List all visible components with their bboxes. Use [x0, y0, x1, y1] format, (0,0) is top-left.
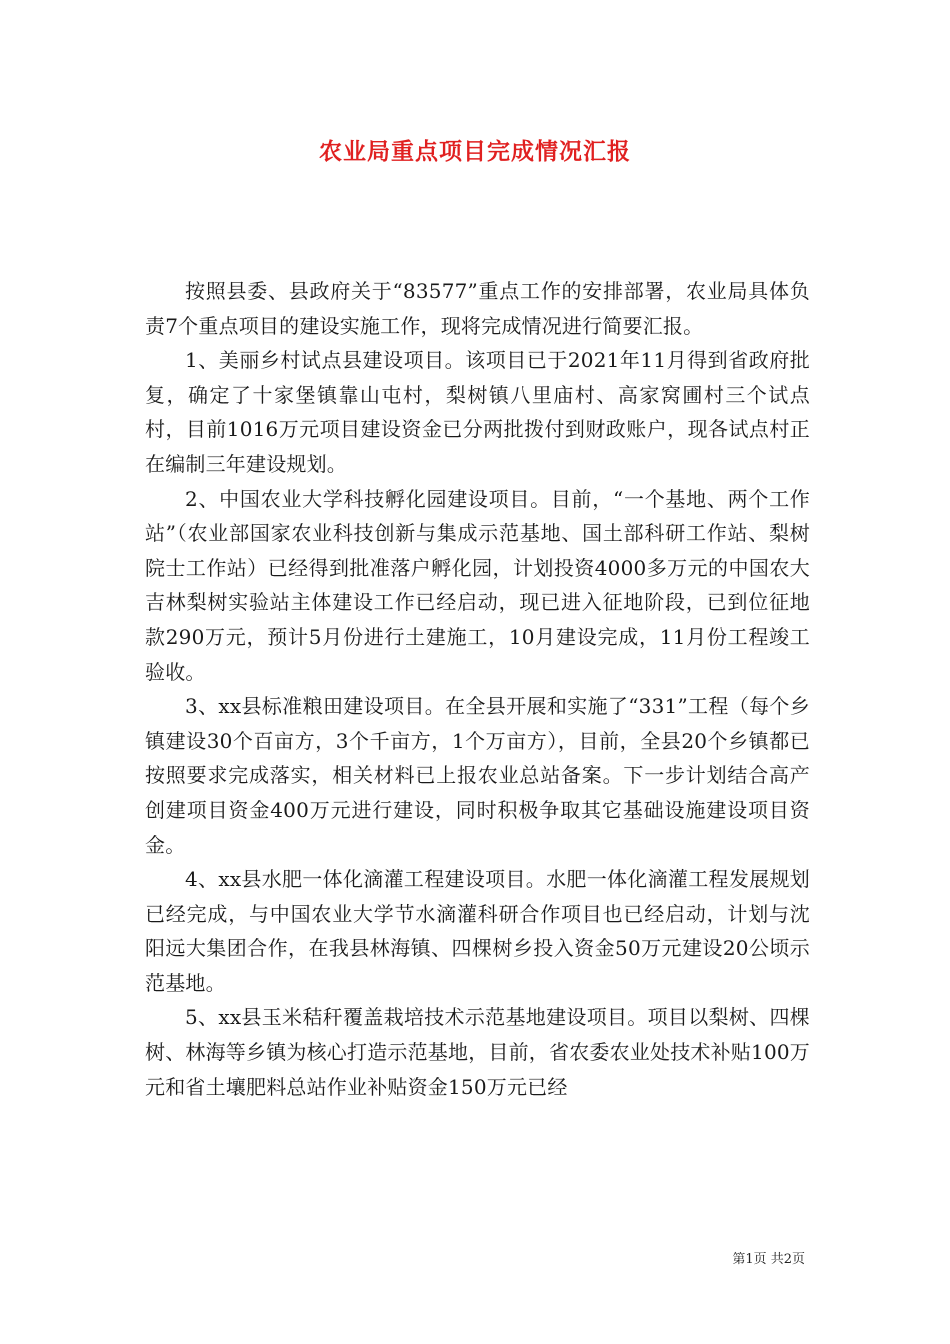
document-body: [145, 274, 810, 1104]
page-number: 第1页 共2页: [732, 1252, 805, 1267]
paragraph-item-1: 1、美丽乡村试点县建设项目。该项目已于2021年11月得到省政府批复，确定了十家堡镇靠山屯村，梨树镇八里庙村、高家窝圃村三个试点村，目前1016万元项目建设资金已分两批拨付到财政账户，现各试点村正在编制三年建设规划。: [145, 348, 810, 476]
document-title: 农业局重点项目完成情况汇报: [319, 138, 631, 165]
paragraph-item-3: 3、xx县标准粮田建设项目。在全县开展和实施了“331”工程（每个乡镇建设30个百亩方，3个千亩方，1个万亩方），目前，全县20个乡镇都已按照要求完成落实，相关材料已上报农业总站备案。下一步计划结合高产创建项目资金400万元进行建设，同时积极争取其它基础设施建设项目资金。: [145, 694, 810, 857]
paragraph-item-4: 4、xx县水肥一体化滴灌工程建设项目。水肥一体化滴灌工程发展规划已经完成，与中国农业大学节水滴灌科研合作项目也已经启动，计划与沈阳远大集团合作，在我县林海镇、四棵树乡投入资金50万元建设20公顷示范基地。: [145, 867, 810, 995]
paragraph-item-2: 2、中国农业大学科技孵化园建设项目。目前，“一个基地、两个工作站”（农业部国家农业科技创新与集成示范基地、国土部科研工作站、梨树院士工作站）已经得到批准落户孵化园，计划投资4000多万元的中国农大吉林梨树实验站主体建设工作已经启动，现已进入征地阶段，已到位征地款290万元，预计5月份进行土建施工，10月建设完成，11月份工程竣工验收。: [145, 486, 810, 684]
paragraph-item-5: 5、xx县玉米秸秆覆盖栽培技术示范基地建设项目。项目以梨树、四棵树、林海等乡镇为核心打造示范基地，目前，省农委农业处技术补贴100万元和省土壤肥料总站作业补贴资金150万元已经: [145, 1005, 810, 1099]
paragraph-intro: 按照县委、县政府关于“83577”重点工作的安排部署，农业局具体负责7个重点项目的建设实施工作，现将完成情况进行简要汇报。: [145, 279, 810, 338]
